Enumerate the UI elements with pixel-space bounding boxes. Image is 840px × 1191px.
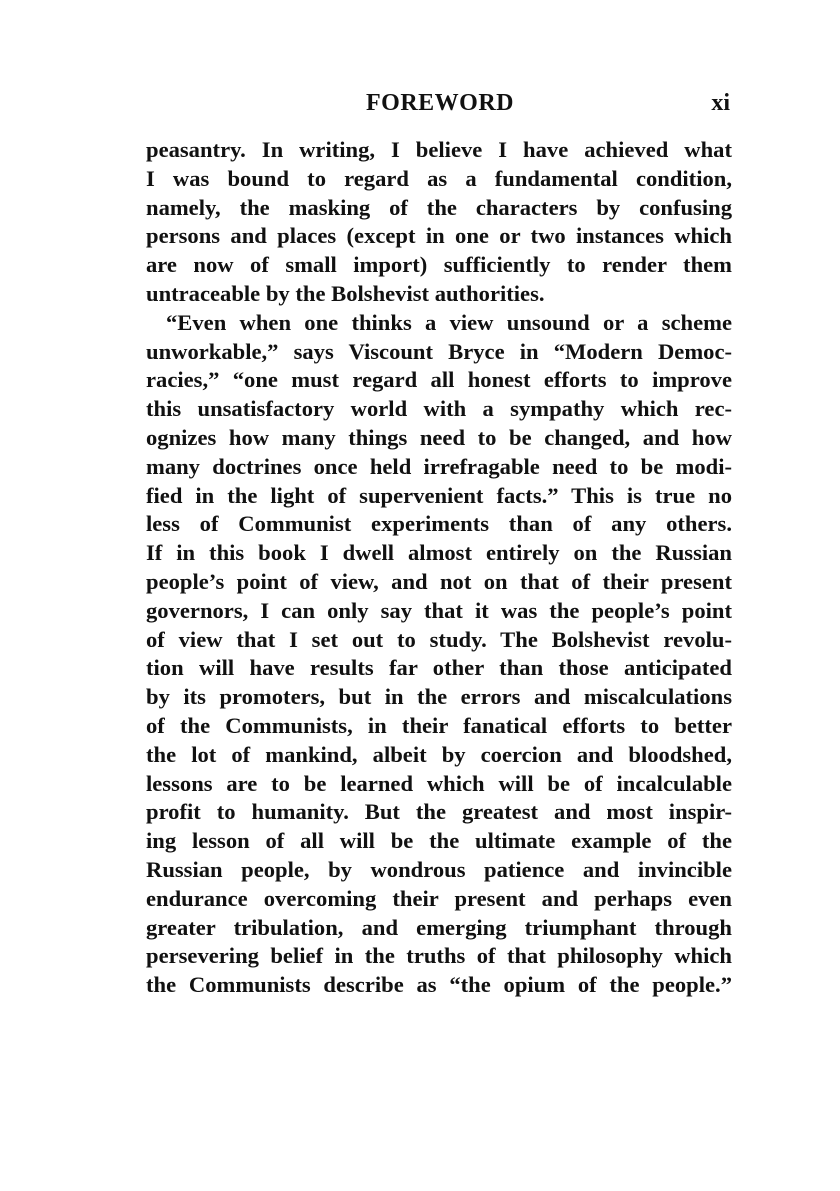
text-line: namely, the masking of the characters by confusing — [146, 194, 732, 220]
running-title: FOREWORD — [366, 90, 514, 116]
text-line: profit to humanity. But the greatest and most inspir- — [146, 799, 732, 825]
text-line: unworkable,” says Viscount Bryce in “Modern Democ- — [146, 338, 732, 364]
text-line: ognizes how many things need to be changed, and how — [146, 424, 732, 450]
text-line: governors, I can only say that it was the people’s point — [146, 597, 732, 623]
text-line: the Communists describe as “the opium of the people.” — [146, 972, 732, 998]
text-line: tion will have results far other than those anticipated — [146, 655, 732, 681]
text-line: racies,” “one must regard all honest efforts to improve — [146, 367, 732, 393]
body-text — [146, 136, 732, 1000]
running-head — [146, 90, 734, 124]
text-line: people’s point of view, and not on that of their present — [146, 568, 732, 594]
text-line: persevering belief in the truths of that philosophy which — [146, 943, 732, 969]
text-line: less of Communist experiments than of any others. — [146, 511, 732, 537]
text-line: If in this book I dwell almost entirely on the Russian — [146, 540, 732, 566]
text-line: greater tribulation, and emerging triumphant through — [146, 914, 732, 940]
text-line: of the Communists, in their fanatical efforts to better — [146, 712, 732, 738]
text-line: peasantry. In writing, I believe I have achieved what — [146, 137, 732, 162]
text-line: by its promoters, but in the errors and miscalculations — [146, 684, 732, 710]
text-line: I was bound to regard as a fundamental condition, — [146, 165, 732, 191]
text-line: untraceable by the Bolshevist authorities. — [146, 280, 545, 306]
text-line: fied in the light of supervenient facts.” This is true no — [146, 482, 732, 508]
page-number: xi — [711, 90, 730, 116]
text-line: the lot of mankind, albeit by coercion and bloodshed, — [146, 741, 732, 767]
text-line: lessons are to be learned which will be of incalculable — [146, 770, 732, 796]
text-line: this unsatisfactory world with a sympathy which rec- — [146, 396, 732, 422]
text-line: endurance overcoming their present and perhaps even — [146, 885, 732, 911]
text-line: of view that I set out to study. The Bolshevist revolu- — [146, 626, 732, 652]
text-line: ing lesson of all will be the ultimate example of the — [146, 828, 732, 854]
text-line: are now of small import) sufficiently to render them — [146, 252, 732, 278]
text-line: “Even when one thinks a view unsound or a scheme — [166, 309, 732, 335]
text-line: persons and places (except in one or two instances which — [146, 223, 732, 249]
text-line: Russian people, by wondrous patience and invincible — [146, 856, 732, 882]
text-line: many doctrines once held irrefragable need to be modi- — [146, 453, 732, 479]
